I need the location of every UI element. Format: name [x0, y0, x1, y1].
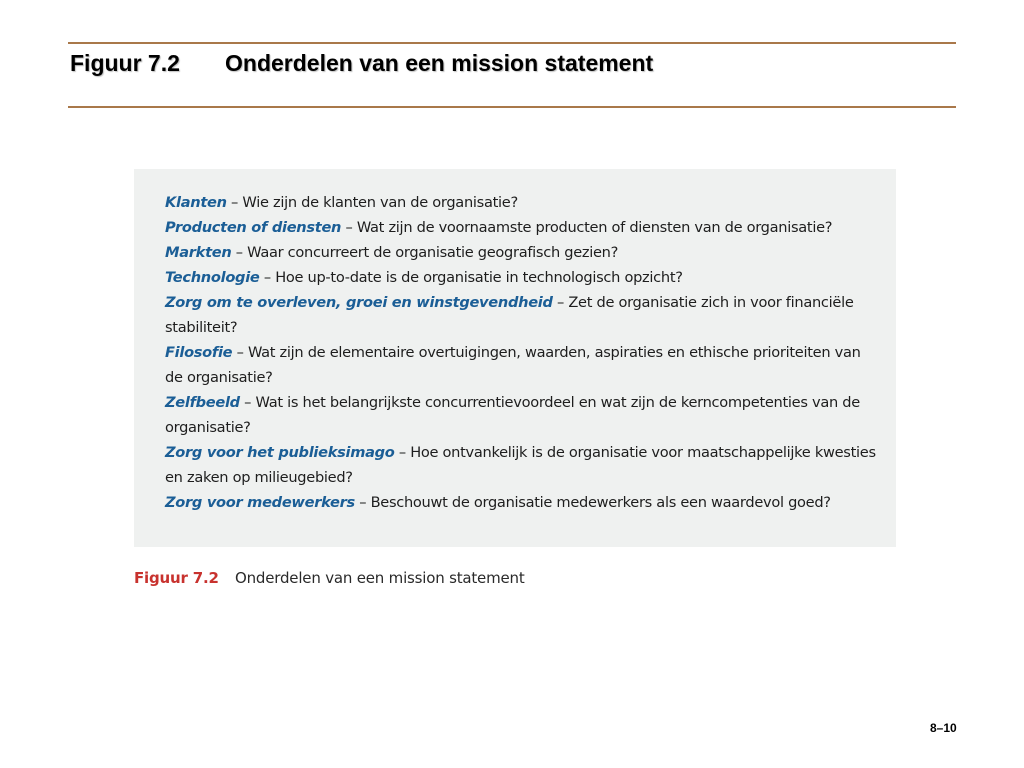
- item-text: Wat is het belangrijkste concurrentievoordeel en wat zijn de kerncompetenties van de organisatie?: [165, 394, 860, 436]
- item-text: Zet de organisatie zich in voor financiële stabiliteit?: [165, 294, 854, 336]
- list-item: [165, 240, 882, 265]
- item-separator: –: [341, 219, 357, 236]
- figure-caption: [134, 569, 525, 587]
- item-text: Hoe up-to-date is de organisatie in technologisch opzicht?: [275, 269, 683, 286]
- item-text: Waar concurreert de organisatie geografisch gezien?: [247, 244, 619, 261]
- item-text: Wat zijn de voornaamste producten of diensten van de organisatie?: [356, 219, 833, 236]
- page-title: [70, 50, 653, 77]
- list-item: [165, 190, 882, 215]
- page-number: 8–10: [930, 721, 957, 735]
- item-separator: –: [232, 344, 248, 361]
- list-item: [165, 215, 882, 240]
- item-separator: –: [259, 269, 276, 286]
- item-separator: –: [226, 194, 243, 211]
- item-term: Zorg om te overleven, groei en winstgevendheid: [165, 294, 553, 311]
- item-term: Zorg voor medewerkers: [165, 494, 355, 511]
- list-item: [165, 490, 882, 515]
- item-text: Beschouwt de organisatie medewerkers als een waardevol goed?: [370, 494, 831, 511]
- list-item: [165, 290, 882, 340]
- item-term: Technologie: [165, 269, 260, 286]
- list-item: [165, 265, 882, 290]
- figure-box: [134, 169, 896, 547]
- list-item: [165, 390, 882, 440]
- item-separator: –: [239, 394, 256, 411]
- title-rule-top: [68, 42, 956, 44]
- figure-caption-number: Figuur 7.2: [134, 569, 219, 587]
- item-term: Filosofie: [165, 344, 233, 361]
- title-rule-bottom: [68, 106, 956, 108]
- item-separator: –: [394, 444, 411, 461]
- item-term: Klanten: [165, 194, 227, 211]
- item-separator: –: [231, 244, 248, 261]
- item-term: Zorg voor het publieksimago: [165, 444, 395, 461]
- list-item: [165, 440, 882, 490]
- item-text: Wat zijn de elementaire overtuigingen, waarden, aspiraties en ethische prioriteiten van de organisatie?: [165, 344, 861, 386]
- item-term: Markten: [165, 244, 232, 261]
- page-title-number: Figuur 7.2: [70, 50, 180, 76]
- list-item: [165, 340, 882, 390]
- item-separator: –: [552, 294, 569, 311]
- page-title-text: Onderdelen van een mission statement: [225, 50, 654, 76]
- figure-caption-text: Onderdelen van een mission statement: [235, 569, 525, 587]
- item-separator: –: [354, 494, 371, 511]
- item-text: Wie zijn de klanten van de organisatie?: [242, 194, 518, 211]
- item-term: Producten of diensten: [165, 219, 342, 236]
- item-text: Hoe ontvankelijk is de organisatie voor maatschappelijke kwesties en zaken op milieugebied?: [165, 444, 876, 486]
- item-term: Zelfbeeld: [165, 394, 240, 411]
